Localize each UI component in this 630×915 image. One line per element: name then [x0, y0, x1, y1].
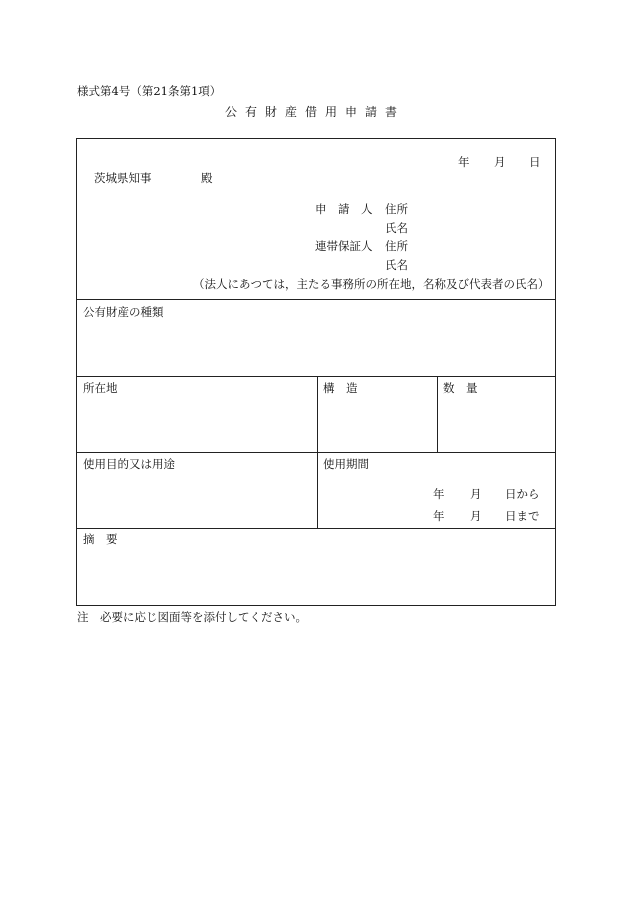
- application-form-table: [76, 138, 556, 606]
- form-number: 様式第4号（第21条第1項）: [77, 84, 222, 98]
- row-divider-1: [77, 299, 555, 300]
- column-divider-1: [317, 376, 318, 528]
- row-divider-2: [77, 376, 555, 377]
- period-from-month: 月: [470, 487, 482, 501]
- period-to-year: 年: [433, 509, 445, 523]
- period-to-day: 日まで: [505, 509, 540, 523]
- applicant-address-label: 住所: [385, 202, 408, 216]
- guarantor-label: 連帯保証人: [315, 239, 373, 253]
- quantity-label: 数 量: [443, 381, 478, 395]
- footer-note: 注 必要に応じ図面等を添付してください。: [77, 610, 307, 624]
- document-title: 公有財産借用申請書: [224, 105, 405, 119]
- property-type-label: 公有財産の種類: [83, 305, 164, 319]
- period-from-year: 年: [433, 487, 445, 501]
- guarantor-name-label: 氏名: [385, 258, 408, 272]
- applicant-label: 申 請 人: [315, 202, 373, 216]
- date-day: 日: [529, 155, 541, 169]
- column-divider-2: [437, 376, 438, 452]
- guarantor-address-label: 住所: [385, 239, 408, 253]
- row-divider-4: [77, 528, 555, 529]
- date-year: 年: [458, 155, 470, 169]
- purpose-label: 使用目的又は用途: [83, 457, 175, 471]
- corporation-note: （法人にあつては，主たる事務所の所在地，名称及び代表者の氏名）: [193, 277, 550, 291]
- row-divider-3: [77, 452, 555, 453]
- date-month: 月: [494, 155, 506, 169]
- applicant-name-label: 氏名: [385, 221, 408, 235]
- period-label: 使用期間: [323, 457, 369, 471]
- honorific: 殿: [201, 171, 213, 185]
- period-to-month: 月: [470, 509, 482, 523]
- period-from-day: 日から: [505, 487, 540, 501]
- remarks-label: 摘 要: [83, 532, 118, 546]
- structure-label: 構 造: [323, 381, 358, 395]
- addressee: 茨城県知事: [94, 171, 152, 185]
- location-label: 所在地: [83, 381, 118, 395]
